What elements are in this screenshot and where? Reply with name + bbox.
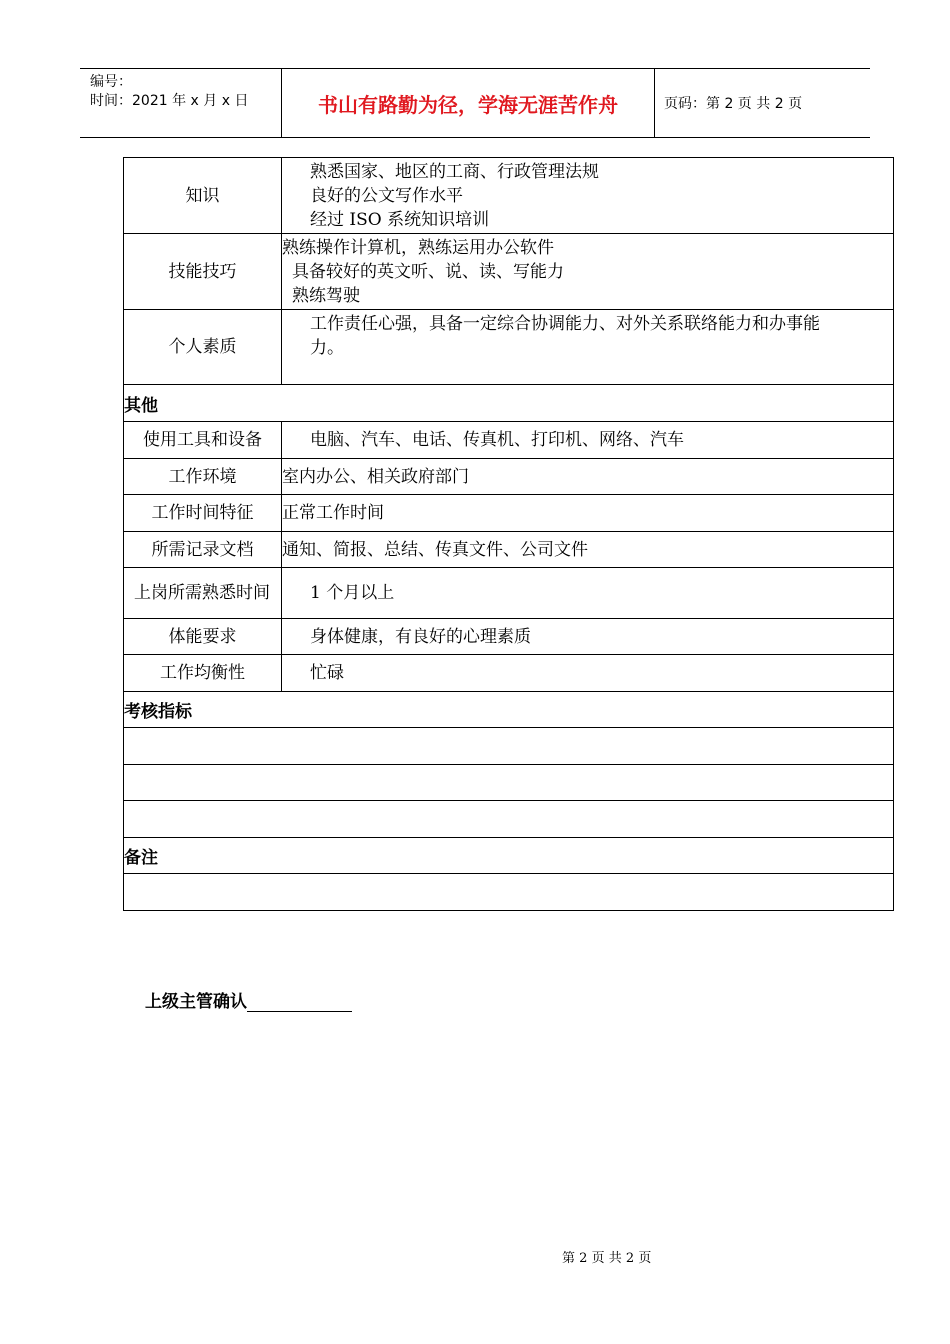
workload-value: 忙碌 xyxy=(282,655,894,692)
blank-row xyxy=(124,765,894,801)
knowledge-line: 熟悉国家、地区的工商、行政管理法规 xyxy=(310,161,599,182)
knowledge-value xyxy=(282,158,894,234)
table-row xyxy=(124,495,894,532)
section-row xyxy=(124,385,894,422)
work-time-value: 正常工作时间 xyxy=(282,495,894,532)
skills-line: 熟练操作计算机，熟练运用办公软件 xyxy=(282,237,554,258)
work-time-label: 工作时间特征 xyxy=(124,495,282,532)
personal-quality-value xyxy=(282,310,894,385)
footer-page-number xyxy=(562,1247,651,1266)
personal-quality-line: 力。 xyxy=(310,338,344,358)
footer-page-word: 第 xyxy=(562,1251,576,1266)
signature-line[interactable] xyxy=(247,993,352,1012)
knowledge-line: 良好的公文写作水平 xyxy=(310,185,463,206)
footer-current-page: 2 xyxy=(579,1251,588,1266)
footer-total-pages: 2 xyxy=(625,1251,635,1266)
tools-value: 电脑、汽车、电话、传真机、打印机、网络、汽车 xyxy=(282,422,894,459)
physical-value: 身体健康，有良好的心理素质 xyxy=(282,619,894,655)
date-label: 时间：2021 年 x 月 x 日 xyxy=(90,93,249,109)
table-row xyxy=(124,422,894,459)
assessment-blank-cell xyxy=(124,728,894,765)
table-row xyxy=(124,568,894,619)
table-row xyxy=(124,459,894,495)
footer-total-unit: 页 xyxy=(638,1251,652,1266)
familiarization-label: 上岗所需熟悉时间 xyxy=(124,568,282,619)
job-description-table xyxy=(123,157,894,911)
assessment-blank-cell xyxy=(124,801,894,838)
tools-label: 使用工具和设备 xyxy=(124,422,282,459)
table-row xyxy=(124,619,894,655)
blank-row xyxy=(124,874,894,911)
table-row xyxy=(124,655,894,692)
header-divider xyxy=(654,69,655,137)
table-row xyxy=(124,158,894,234)
header-motto: 书山有路勤为径，学海无涯苦作舟 xyxy=(318,92,618,117)
page-header xyxy=(80,68,870,138)
remarks-blank-cell xyxy=(124,874,894,911)
section-row xyxy=(124,838,894,874)
confirm-label: 上级主管确认 xyxy=(145,992,247,1012)
number-label: 编号： xyxy=(90,74,132,90)
environment-value: 室内办公、相关政府部门 xyxy=(282,459,894,495)
header-page-info: 页码：第 2 页 共 2 页 xyxy=(664,96,803,112)
skills-value xyxy=(282,234,894,310)
footer-page-unit: 页 xyxy=(591,1251,605,1266)
workload-label: 工作均衡性 xyxy=(124,655,282,692)
knowledge-line: 经过 ISO 系统知识培训 xyxy=(310,209,490,230)
skills-line: 熟练驾驶 xyxy=(292,285,360,306)
skills-line: 具备较好的英文听、说、读、写能力 xyxy=(292,261,564,282)
blank-row xyxy=(124,728,894,765)
personal-quality-line: 工作责任心强，具备一定综合协调能力、对外关系联络能力和办事能 xyxy=(310,314,820,334)
footer-total-word: 共 xyxy=(608,1251,622,1266)
table-row xyxy=(124,310,894,385)
table-row xyxy=(124,234,894,310)
table-row xyxy=(124,532,894,568)
documents-value: 通知、简报、总结、传真文件、公司文件 xyxy=(282,532,894,568)
environment-label: 工作环境 xyxy=(124,459,282,495)
skills-label: 技能技巧 xyxy=(124,234,282,310)
assessment-section-title: 考核指标 xyxy=(124,692,894,728)
assessment-blank-cell xyxy=(124,765,894,801)
physical-label: 体能要求 xyxy=(124,619,282,655)
knowledge-label: 知识 xyxy=(124,158,282,234)
personal-quality-label: 个人素质 xyxy=(124,310,282,385)
blank-row xyxy=(124,801,894,838)
documents-label: 所需记录文档 xyxy=(124,532,282,568)
section-row xyxy=(124,692,894,728)
other-section-title: 其他 xyxy=(124,385,894,422)
header-left xyxy=(90,73,248,111)
remarks-section-title: 备注 xyxy=(124,838,894,874)
familiarization-value: 1 个月以上 xyxy=(282,568,894,619)
supervisor-confirmation xyxy=(145,987,352,1012)
